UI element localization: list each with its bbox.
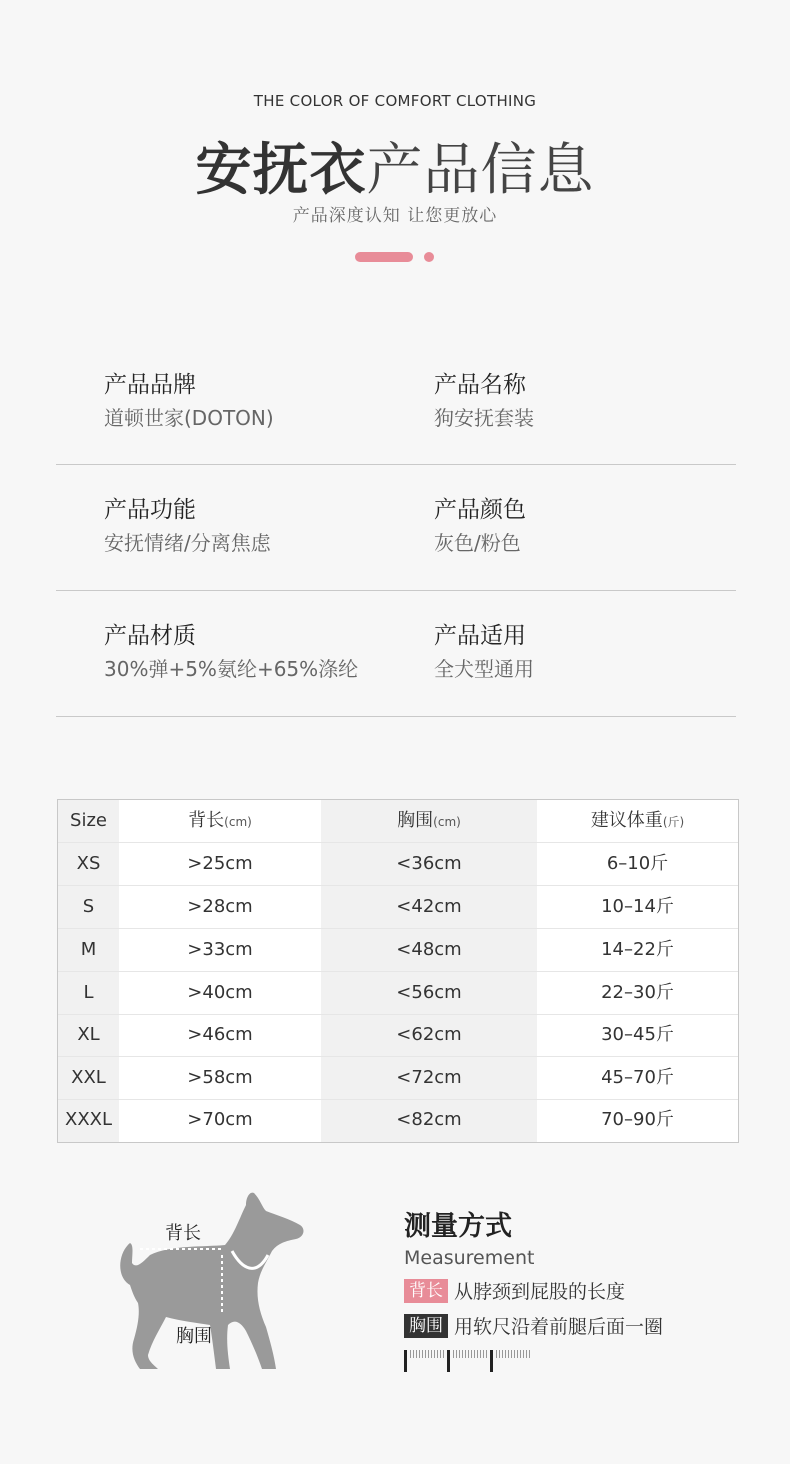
header-chest-unit: (cm) — [433, 815, 461, 829]
measurement-section — [404, 1210, 784, 1340]
info-label: 产品材质 — [104, 623, 196, 649]
table-row — [58, 972, 738, 1015]
weight-cell: 22–30斤 — [601, 982, 674, 1003]
weight-cell: 10–14斤 — [601, 896, 674, 917]
back-cell: >33cm — [187, 939, 253, 960]
title-light-part: 产品信息 — [366, 138, 595, 203]
header-weight — [537, 800, 738, 842]
size-cell: L — [83, 982, 94, 1003]
info-value: 狗安抚套装 — [434, 406, 534, 430]
info-row — [56, 340, 736, 465]
header-chest-label: 胸围 — [397, 810, 434, 831]
chest-cell: <36cm — [396, 853, 462, 874]
product-info — [56, 340, 736, 717]
size-cell: XXL — [71, 1067, 106, 1088]
measurement-title: 测量方式 — [404, 1211, 512, 1242]
weight-cell: 70–90斤 — [601, 1109, 674, 1130]
info-cell — [104, 621, 358, 684]
dog-diagram — [110, 1185, 350, 1380]
weight-cell: 6–10斤 — [606, 853, 669, 874]
info-label: 产品功能 — [104, 497, 196, 523]
header-back-unit: (cm) — [224, 815, 252, 829]
info-label: 产品品牌 — [104, 372, 196, 398]
header-weight-unit: (斤) — [662, 815, 685, 829]
ruler-icon — [404, 1348, 544, 1374]
info-row — [56, 591, 736, 717]
chest-cell: <62cm — [396, 1024, 462, 1045]
weight-cell: 30–45斤 — [601, 1024, 674, 1045]
dog-silhouette-icon — [110, 1185, 350, 1380]
info-cell — [434, 495, 526, 558]
info-cell — [104, 370, 274, 433]
info-value: 30%弹+5%氨纶+65%涤纶 — [104, 657, 359, 681]
header-back — [119, 800, 321, 842]
back-tag: 背长 — [404, 1279, 448, 1303]
header-subtitle: 产品深度认知 让您更放心 — [292, 206, 498, 226]
chest-tag: 胸围 — [404, 1314, 448, 1338]
size-table — [57, 799, 739, 1143]
measurement-item — [404, 1279, 784, 1305]
info-cell — [434, 370, 534, 433]
decor-dot — [424, 252, 434, 262]
table-header-row — [58, 800, 738, 843]
info-cell — [434, 621, 534, 684]
size-cell: M — [80, 939, 97, 960]
info-value: 全犬型通用 — [434, 657, 534, 681]
info-label: 产品名称 — [434, 372, 526, 398]
info-value: 道顿世家(DOTON) — [104, 406, 274, 430]
back-cell: >46cm — [187, 1024, 253, 1045]
header-weight-label: 建议体重 — [590, 810, 663, 831]
back-cell: >40cm — [187, 982, 253, 1003]
page-title — [0, 126, 790, 206]
dog-chest-label: 胸围 — [176, 1326, 212, 1347]
back-cell: >70cm — [187, 1109, 253, 1130]
chest-cell: <48cm — [396, 939, 462, 960]
weight-cell: 14–22斤 — [601, 939, 674, 960]
table-row — [58, 843, 738, 886]
chest-cell: <56cm — [396, 982, 462, 1003]
chest-text: 用软尺沿着前腿后面一圈 — [454, 1316, 664, 1338]
table-row — [58, 886, 738, 929]
header-kicker: THE COLOR OF COMFORT CLOTHING — [253, 92, 537, 110]
info-row — [56, 465, 736, 591]
back-text: 从脖颈到屁股的长度 — [454, 1281, 626, 1303]
size-cell: XL — [77, 1024, 100, 1045]
info-cell — [104, 495, 271, 558]
table-row — [58, 929, 738, 972]
measurement-subtitle: Measurement — [404, 1247, 535, 1269]
header-chest — [321, 800, 537, 842]
info-label: 产品颜色 — [434, 497, 526, 523]
header-back-label: 背长 — [188, 810, 225, 831]
size-cell: XS — [76, 853, 101, 874]
header-size: Size — [70, 810, 107, 831]
chest-cell: <42cm — [396, 896, 462, 917]
info-value: 灰色/粉色 — [434, 531, 521, 555]
back-cell: >28cm — [187, 896, 253, 917]
chest-cell: <72cm — [396, 1067, 462, 1088]
table-row — [58, 1099, 738, 1141]
weight-cell: 45–70斤 — [601, 1067, 674, 1088]
chest-cell: <82cm — [396, 1109, 462, 1130]
table-row — [58, 1014, 738, 1057]
dog-back-label: 背长 — [165, 1223, 201, 1244]
back-cell: >58cm — [187, 1067, 253, 1088]
title-bold-part: 安抚衣 — [195, 138, 367, 203]
size-cell: XXXL — [64, 1109, 113, 1130]
info-value: 安抚情绪/分离焦虑 — [104, 531, 271, 555]
size-cell: S — [82, 896, 95, 917]
info-label: 产品适用 — [434, 623, 526, 649]
table-row — [58, 1057, 738, 1100]
decor-pill — [355, 252, 413, 262]
back-cell: >25cm — [187, 853, 253, 874]
measurement-item — [404, 1314, 784, 1340]
